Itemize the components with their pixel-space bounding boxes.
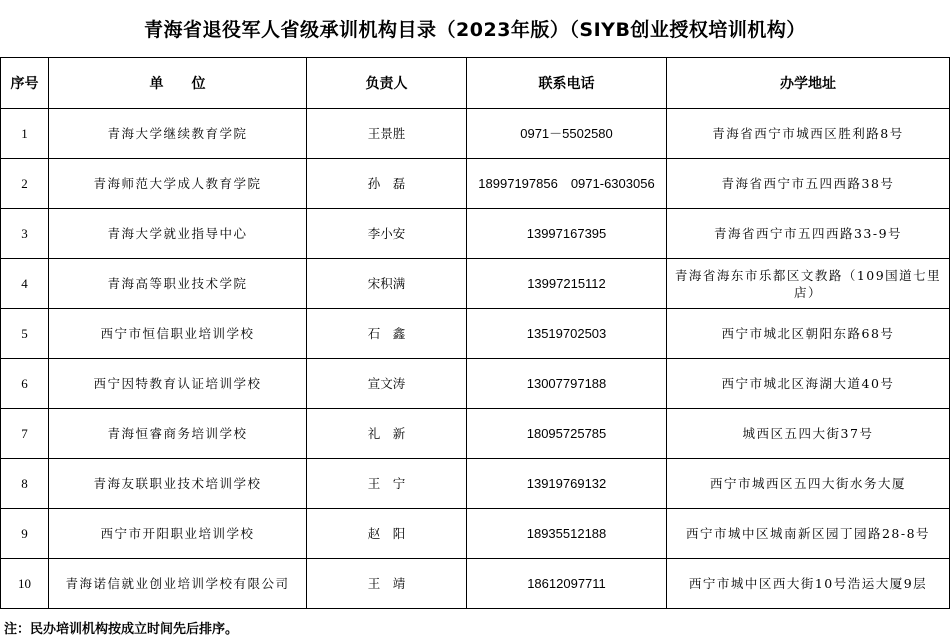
row-index: 10	[1, 559, 49, 609]
table-row	[1, 459, 950, 509]
row-unit: 青海诺信就业创业培训学校有限公司	[49, 559, 307, 609]
row-phone: 13007797188	[467, 359, 667, 409]
row-unit: 青海高等职业技术学院	[49, 259, 307, 309]
row-phone: 13519702503	[467, 309, 667, 359]
row-index: 9	[1, 509, 49, 559]
row-unit: 青海师范大学成人教育学院	[49, 159, 307, 209]
row-unit: 西宁因特教育认证培训学校	[49, 359, 307, 409]
row-unit: 青海恒睿商务培训学校	[49, 409, 307, 459]
header-phone: 联系电话	[467, 58, 667, 109]
header-person: 负责人	[307, 58, 467, 109]
row-unit: 西宁市开阳职业培训学校	[49, 509, 307, 559]
table-row	[1, 109, 950, 159]
row-address: 西宁市城西区五四大街水务大厦	[667, 459, 950, 509]
row-phone: 18612097711	[467, 559, 667, 609]
table-row	[1, 259, 950, 309]
row-address: 西宁市城中区西大街10号浩运大厦9层	[667, 559, 950, 609]
row-address: 西宁市城北区朝阳东路68号	[667, 309, 950, 359]
row-index: 6	[1, 359, 49, 409]
footnote: 注：民办培训机构按成立时间先后排序。	[4, 622, 239, 637]
row-person: 礼 新	[307, 409, 467, 459]
header-unit: 单 位	[49, 58, 307, 109]
row-phone: 18997197856 0971-6303056	[467, 159, 667, 209]
table-row	[1, 309, 950, 359]
row-phone: 13919769132	[467, 459, 667, 509]
row-index: 3	[1, 209, 49, 259]
row-phone: 13997167395	[467, 209, 667, 259]
row-person: 王 靖	[307, 559, 467, 609]
row-person: 宣文涛	[307, 359, 467, 409]
row-unit: 青海友联职业技术培训学校	[49, 459, 307, 509]
row-person: 王 宁	[307, 459, 467, 509]
table-row	[1, 559, 950, 609]
document-title: 青海省退役军人省级承训机构目录（2023年版）（SIYB创业授权培训机构）	[144, 19, 806, 41]
row-index: 8	[1, 459, 49, 509]
row-person: 石 鑫	[307, 309, 467, 359]
row-person: 孙 磊	[307, 159, 467, 209]
row-index: 5	[1, 309, 49, 359]
row-unit: 青海大学继续教育学院	[49, 109, 307, 159]
row-phone: 0971－5502580	[467, 109, 667, 159]
row-person: 宋积满	[307, 259, 467, 309]
row-address: 西宁市城北区海湖大道40号	[667, 359, 950, 409]
row-person: 赵 阳	[307, 509, 467, 559]
table-row	[1, 359, 950, 409]
table-row	[1, 159, 950, 209]
row-person: 王景胜	[307, 109, 467, 159]
training-institutions-table	[0, 57, 950, 609]
table-header-row	[1, 58, 950, 109]
row-index: 1	[1, 109, 49, 159]
row-index: 7	[1, 409, 49, 459]
row-index: 2	[1, 159, 49, 209]
row-address: 青海省海东市乐都区文教路（109国道七里店）	[667, 259, 950, 309]
row-phone: 18935512188	[467, 509, 667, 559]
row-person: 李小安	[307, 209, 467, 259]
table-row	[1, 509, 950, 559]
table-row	[1, 409, 950, 459]
row-address: 青海省西宁市五四西路33-9号	[667, 209, 950, 259]
row-phone: 13997215112	[467, 259, 667, 309]
row-phone: 18095725785	[467, 409, 667, 459]
row-unit: 青海大学就业指导中心	[49, 209, 307, 259]
row-address: 城西区五四大街37号	[667, 409, 950, 459]
header-address: 办学地址	[667, 58, 950, 109]
table-row	[1, 209, 950, 259]
row-index: 4	[1, 259, 49, 309]
row-address: 青海省西宁市城西区胜利路8号	[667, 109, 950, 159]
row-address: 西宁市城中区城南新区园丁园路28-8号	[667, 509, 950, 559]
row-address: 青海省西宁市五四西路38号	[667, 159, 950, 209]
row-unit: 西宁市恒信职业培训学校	[49, 309, 307, 359]
header-index: 序号	[1, 58, 49, 109]
